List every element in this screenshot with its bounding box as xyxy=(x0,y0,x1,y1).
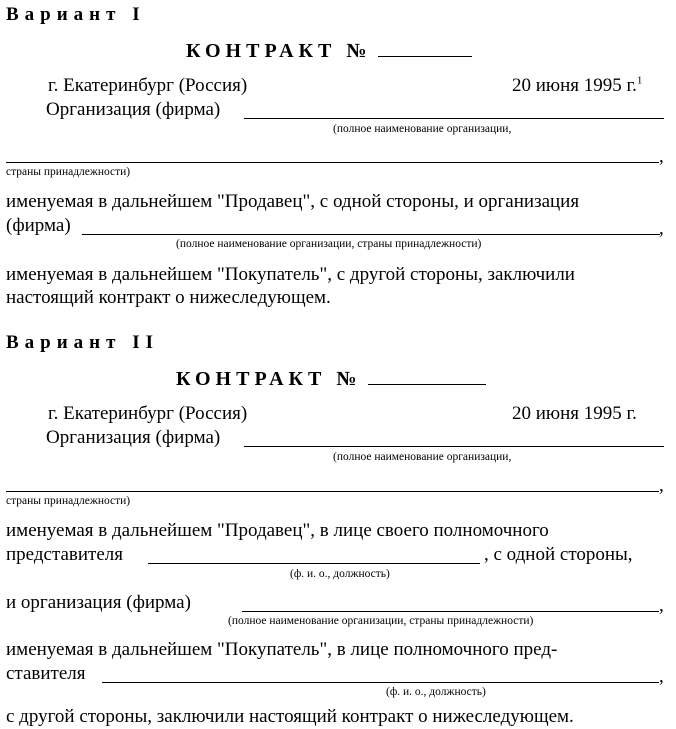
representative-label: представителя xyxy=(6,544,124,565)
seller-designation-end: , с одной стороны, xyxy=(484,544,633,565)
caption-fio: (ф. и. о., должность) xyxy=(386,686,486,698)
variant-2-heading: Вариант II xyxy=(6,332,160,353)
variant-2-org-label: Организация (фирма) xyxy=(46,427,221,448)
caption-full-name-country: (полное наименование организации, страны принадлежности) xyxy=(228,615,534,627)
buyer-name-blank xyxy=(82,234,660,235)
variant-2-city: г. Екатеринбург (Россия) xyxy=(48,403,248,424)
buyer-designation-line-1: именуемая в дальнейшем "Покупатель", с другой стороны, заключили xyxy=(6,264,575,285)
contract-number-blank xyxy=(368,384,486,385)
caption-full-name: (полное наименование организации, xyxy=(333,451,512,463)
buyer-representative-blank xyxy=(102,682,659,683)
buyer-name-blank xyxy=(242,611,659,612)
date-text: 20 июня 1995 г. xyxy=(512,75,637,96)
buyer-designation-line-2: настоящий контракт о нижеследующем. xyxy=(6,287,331,308)
caption-country: страны принадлежности) xyxy=(6,166,131,178)
caption-country: страны принадлежности) xyxy=(6,495,131,507)
variant-1-city: г. Екатеринбург (Россия) xyxy=(48,75,248,96)
contract-title-text: КОНТРАКТ № xyxy=(186,40,372,62)
seller-designation-text: именуемая в дальнейшем "Продавец", с одной стороны, и организация xyxy=(6,191,580,212)
caption-full-name-country: (полное наименование организации, страны принадлежности) xyxy=(176,238,482,250)
firm-label: (фирма) xyxy=(6,215,71,236)
seller-name-blank xyxy=(244,118,664,119)
footnote-mark: 1 xyxy=(636,74,643,87)
closing-line: с другой стороны, заключили настоящий контракт о нижеследующем. xyxy=(6,706,574,727)
caption-fio: (ф. и. о., должность) xyxy=(290,568,390,580)
variant-1-contract-title xyxy=(186,40,472,63)
second-org-label: и организация (фирма) xyxy=(6,592,191,613)
caption-full-name: (полное наименование организации, xyxy=(333,123,512,135)
seller-name-blank xyxy=(244,446,664,447)
buyer-representative-label: ставителя xyxy=(6,663,86,684)
contract-title-text: КОНТРАКТ № xyxy=(176,368,362,390)
comma: , xyxy=(659,475,664,496)
seller-country-blank xyxy=(6,491,659,492)
comma: , xyxy=(659,218,664,239)
comma: , xyxy=(659,666,664,687)
variant-1-heading: Вариант I xyxy=(6,4,146,25)
variant-1-date xyxy=(512,75,642,97)
seller-designation-line-1: именуемая в дальнейшем "Продавец", в лице своего полномочного xyxy=(6,520,549,541)
comma: , xyxy=(659,146,664,167)
seller-country-blank xyxy=(6,162,659,163)
variant-1-org-label: Организация (фирма) xyxy=(46,99,221,120)
comma: , xyxy=(659,595,664,616)
variant-2-date: 20 июня 1995 г. xyxy=(512,403,637,424)
representative-name-blank xyxy=(148,563,480,564)
contract-number-blank xyxy=(378,56,472,57)
variant-2-contract-title xyxy=(176,368,486,391)
buyer-designation-line-1: именуемая в дальнейшем "Покупатель", в лице полномочного пред- xyxy=(6,639,558,660)
